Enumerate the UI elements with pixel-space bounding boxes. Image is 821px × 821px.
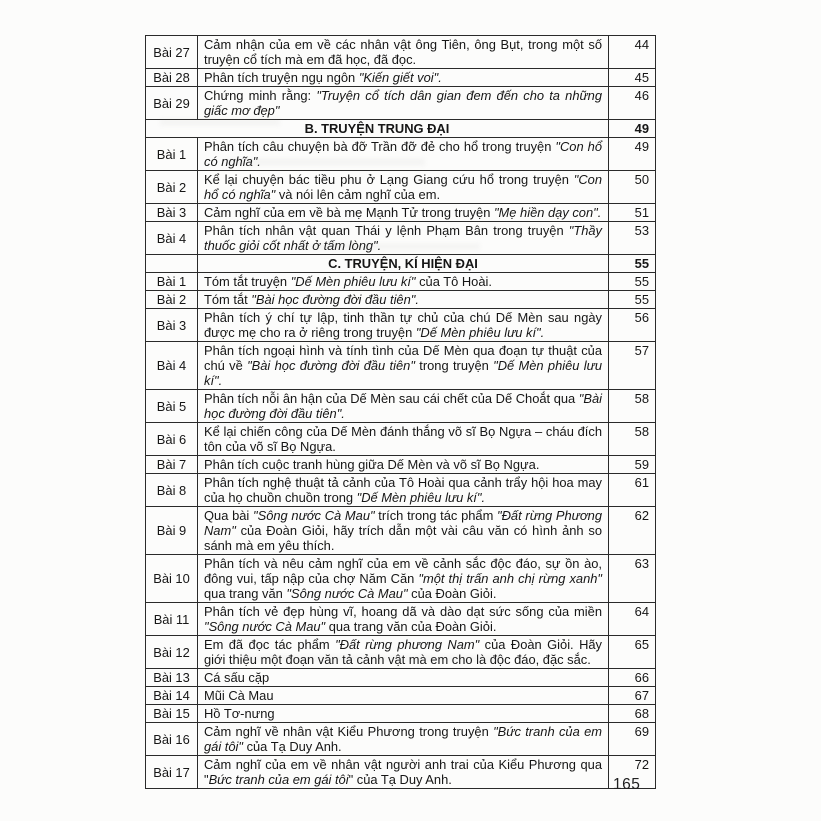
page-number-cell: 56 [609, 309, 656, 342]
page-number-cell: 55 [609, 255, 656, 273]
page-number-cell: 55 [609, 291, 656, 309]
page-number-cell: 53 [609, 222, 656, 255]
lesson-title-cell: Phân tích truyện ngụ ngôn "Kiến giết voi". [198, 69, 609, 87]
lesson-number-cell: Bài 2 [146, 291, 198, 309]
toc-row [146, 69, 656, 87]
page-number-cell: 58 [609, 390, 656, 423]
toc-row [146, 756, 656, 789]
toc-row [146, 138, 656, 171]
toc-row [146, 87, 656, 120]
table-of-contents [145, 35, 656, 789]
page-number-cell: 49 [609, 138, 656, 171]
lesson-number-cell: Bài 10 [146, 555, 198, 603]
lesson-number-cell: Bài 27 [146, 36, 198, 69]
lesson-number-cell: Bài 3 [146, 204, 198, 222]
lesson-number-cell: Bài 28 [146, 69, 198, 87]
lesson-number-cell: Bài 12 [146, 636, 198, 669]
lesson-title-cell: Tóm tắt truyện "Dế Mèn phiêu lưu kí" của Tô Hoài. [198, 273, 609, 291]
lesson-title-cell: Cảm nghĩ về nhân vật Kiểu Phương trong truyện "Bức tranh của em gái tôi" của Tạ Duy Anh. [198, 723, 609, 756]
toc-row [146, 291, 656, 309]
lesson-title-cell: Phân tích nhân vật quan Thái y lệnh Phạm Bân trong truyện "Thầy thuốc giỏi cốt nhất ở tấm lòng". [198, 222, 609, 255]
toc-row [146, 204, 656, 222]
lesson-title-cell: Cảm nhận của em về các nhân vật ông Tiên, ông Bụt, trong một số truyện cổ tích mà em đã học, đã đọc. [198, 36, 609, 69]
toc-row [146, 507, 656, 555]
page-number-cell: 68 [609, 705, 656, 723]
page-number-cell: 44 [609, 36, 656, 69]
lesson-number-cell: Bài 15 [146, 705, 198, 723]
lesson-title-cell: Kể lại chiến công của Dế Mèn đánh thắng võ sĩ Bọ Ngựa – cháu đích tôn của võ sĩ Bọ Ngựa. [198, 423, 609, 456]
toc-row [146, 555, 656, 603]
lesson-title-cell: Cảm nghĩ của em về nhân vật người anh trai của Kiểu Phương qua "Bức tranh của em gái tôi" của Tạ Duy Anh. [198, 756, 609, 789]
page-number-cell: 64 [609, 603, 656, 636]
lesson-title-cell: Tóm tắt "Bài học đường đời đầu tiên". [198, 291, 609, 309]
page-number-cell: 61 [609, 474, 656, 507]
lesson-number-cell: Bài 16 [146, 723, 198, 756]
lesson-title-cell: Phân tích vẻ đẹp hùng vĩ, hoang dã và dào dạt sức sống của miền "Sông nước Cà Mau" qua trang văn của Đoàn Giỏi. [198, 603, 609, 636]
toc-row [146, 171, 656, 204]
section-header-row [146, 120, 656, 138]
lesson-number-cell: Bài 13 [146, 669, 198, 687]
toc-row [146, 687, 656, 705]
lesson-title-cell: Chứng minh rằng: "Truyện cổ tích dân gian đem đến cho ta những giấc mơ đẹp" [198, 87, 609, 120]
toc-row [146, 474, 656, 507]
lesson-number-cell: Bài 6 [146, 423, 198, 456]
lesson-number-cell: Bài 3 [146, 309, 198, 342]
toc-row [146, 390, 656, 423]
section-title-cell: B. TRUYỆN TRUNG ĐẠI [146, 120, 609, 138]
page-number-cell: 45 [609, 69, 656, 87]
lesson-title-cell: Phân tích nỗi ân hận của Dế Mèn sau cái chết của Dế Choắt qua "Bài học đường đời đầu tiên". [198, 390, 609, 423]
lesson-title-cell: Cá sấu cặp [198, 669, 609, 687]
toc-row [146, 423, 656, 456]
section-header-row [146, 255, 656, 273]
page-number-cell: 65 [609, 636, 656, 669]
lesson-title-cell: Phân tích ý chí tự lập, tinh thần tự chủ của chú Dế Mèn sau ngày được mẹ cho ra ở riêng trong truyện "Dế Mèn phiêu lưu kí". [198, 309, 609, 342]
lesson-number-cell: Bài 7 [146, 456, 198, 474]
toc-row [146, 723, 656, 756]
lesson-number-cell: Bài 9 [146, 507, 198, 555]
toc-table-body [146, 36, 656, 789]
page-number-cell: 69 [609, 723, 656, 756]
lesson-title-cell: Phân tích ngoại hình và tính tình của Dế Mèn qua đoạn tự thuật của chú về "Bài học đường đời đầu tiên" trong truyện "Dế Mèn phiêu lưu kí". [198, 342, 609, 390]
lesson-number-cell: Bài 5 [146, 390, 198, 423]
toc-row [146, 273, 656, 291]
page-number-cell: 58 [609, 423, 656, 456]
lesson-title-cell: Kể lại chuyện bác tiều phu ở Lạng Giang cứu hổ trong truyện "Con hổ có nghĩa" và nói lên cảm nghĩ của em. [198, 171, 609, 204]
page-number-cell: 46 [609, 87, 656, 120]
page-number-cell: 62 [609, 507, 656, 555]
page-number-cell: 66 [609, 669, 656, 687]
toc-row [146, 456, 656, 474]
section-title-cell: C. TRUYỆN, KÍ HIỆN ĐẠI [198, 255, 609, 273]
toc-row [146, 705, 656, 723]
lesson-number-cell: Bài 4 [146, 342, 198, 390]
page-number-cell: 49 [609, 120, 656, 138]
page-number-cell: 50 [609, 171, 656, 204]
lesson-title-cell: Hồ Tơ-nưng [198, 705, 609, 723]
toc-row [146, 669, 656, 687]
toc-row [146, 342, 656, 390]
page-number-cell: 57 [609, 342, 656, 390]
toc-row [146, 36, 656, 69]
toc-row [146, 636, 656, 669]
toc-row [146, 309, 656, 342]
lesson-number-cell: Bài 4 [146, 222, 198, 255]
page-number-cell: 63 [609, 555, 656, 603]
lesson-number-cell: Bài 17 [146, 756, 198, 789]
page-number-cell: 59 [609, 456, 656, 474]
lesson-number-cell [146, 255, 198, 273]
lesson-title-cell: Qua bài "Sông nước Cà Mau" trích trong tác phẩm "Đất rừng Phương Nam" của Đoàn Giỏi, hãy trích dẫn một vài câu văn có hình ảnh so sánh mà em yêu thích. [198, 507, 609, 555]
lesson-number-cell: Bài 2 [146, 171, 198, 204]
lesson-number-cell: Bài 29 [146, 87, 198, 120]
lesson-number-cell: Bài 1 [146, 138, 198, 171]
toc-row [146, 603, 656, 636]
toc-row [146, 222, 656, 255]
lesson-title-cell: Phân tích và nêu cảm nghĩ của em về cảnh sắc độc đáo, sự ồn ào, đông vui, tấp nập của chợ Năm Căn "một thị trấn anh chị rừng xanh" qua trang văn "Sông nước Cà Mau" của Đoàn Giỏi. [198, 555, 609, 603]
lesson-title-cell: Em đã đọc tác phẩm "Đất rừng phương Nam" của Đoàn Giỏi. Hãy giới thiệu một đoạn văn tả cảnh vật mà em cho là độc đáo, đặc sắc. [198, 636, 609, 669]
lesson-title-cell: Mũi Cà Mau [198, 687, 609, 705]
lesson-title-cell: Phân tích câu chuyện bà đỡ Trần đỡ đẻ cho hổ trong truyện "Con hổ có nghĩa". [198, 138, 609, 171]
page-number-cell: 51 [609, 204, 656, 222]
lesson-number-cell: Bài 11 [146, 603, 198, 636]
lesson-title-cell: Cảm nghĩ của em về bà mẹ Mạnh Tử trong truyện "Mẹ hiền dạy con". [198, 204, 609, 222]
lesson-title-cell: Phân tích cuộc tranh hùng giữa Dế Mèn và võ sĩ Bọ Ngựa. [198, 456, 609, 474]
lesson-title-cell: Phân tích nghệ thuật tả cảnh của Tô Hoài qua cảnh trẩy hội hoa may của họ chuồn chuồn trong "Dế Mèn phiêu lưu kí". [198, 474, 609, 507]
lesson-number-cell: Bài 8 [146, 474, 198, 507]
lesson-number-cell: Bài 1 [146, 273, 198, 291]
page-number-cell: 67 [609, 687, 656, 705]
page-number: 165 [613, 776, 641, 793]
page-number-cell: 55 [609, 273, 656, 291]
page-number-cell: 72 [609, 756, 656, 789]
lesson-number-cell: Bài 14 [146, 687, 198, 705]
